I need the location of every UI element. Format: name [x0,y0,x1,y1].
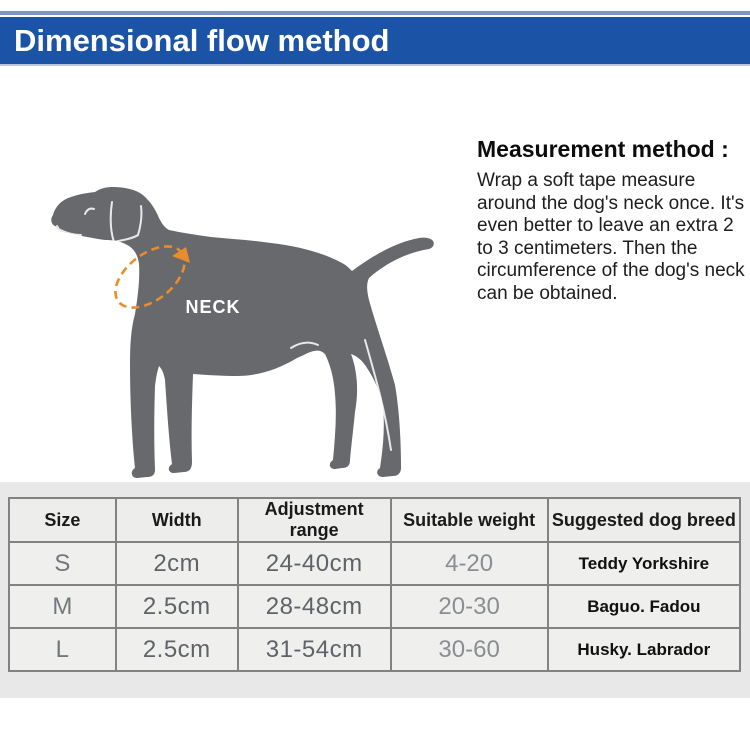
cell-width: 2cm [116,542,238,585]
cell-breed: Baguo. Fadou [548,585,740,628]
cell-range: 24-40cm [238,542,391,585]
measurement-heading: Measurement method : [477,136,729,162]
cell-weight: 4-20 [391,542,548,585]
table-header-row [9,498,740,542]
cell-weight: 20-30 [391,585,548,628]
col-header-breed: Suggested dog breed [548,498,740,542]
page-title-bar [0,17,750,66]
cell-width: 2.5cm [116,585,238,628]
table-row [9,585,740,628]
measurement-instructions [477,136,745,305]
cell-size: M [9,585,116,628]
dog-silhouette [51,187,434,478]
cell-breed: Husky. Labrador [548,628,740,671]
cell-width: 2.5cm [116,628,238,671]
cell-size: L [9,628,116,671]
col-header-width: Width [116,498,238,542]
table-row [9,542,740,585]
dog-silhouette-svg [45,180,445,485]
table-row [9,628,740,671]
col-header-range: Adjustment range [238,498,391,542]
cell-range: 28-48cm [238,585,391,628]
col-header-weight: Suitable weight [391,498,548,542]
cell-weight: 30-60 [391,628,548,671]
col-header-size: Size [9,498,116,542]
neck-label: NECK [185,297,241,317]
cell-size: S [9,542,116,585]
cell-breed: Teddy Yorkshire [548,542,740,585]
size-table [8,497,741,672]
dog-frontleg-line [159,376,161,468]
measurement-body: Wrap a soft tape measure around the dog's neck once. It's even better to leave an extra 2 to 3 centimeters. Then the circumference of the dog's neck can be obtained. [477,170,745,304]
top-divider-line [0,11,750,15]
page-title: Dimensional flow method [14,23,390,58]
dog-measurement-diagram [45,180,445,485]
cell-range: 31-54cm [238,628,391,671]
